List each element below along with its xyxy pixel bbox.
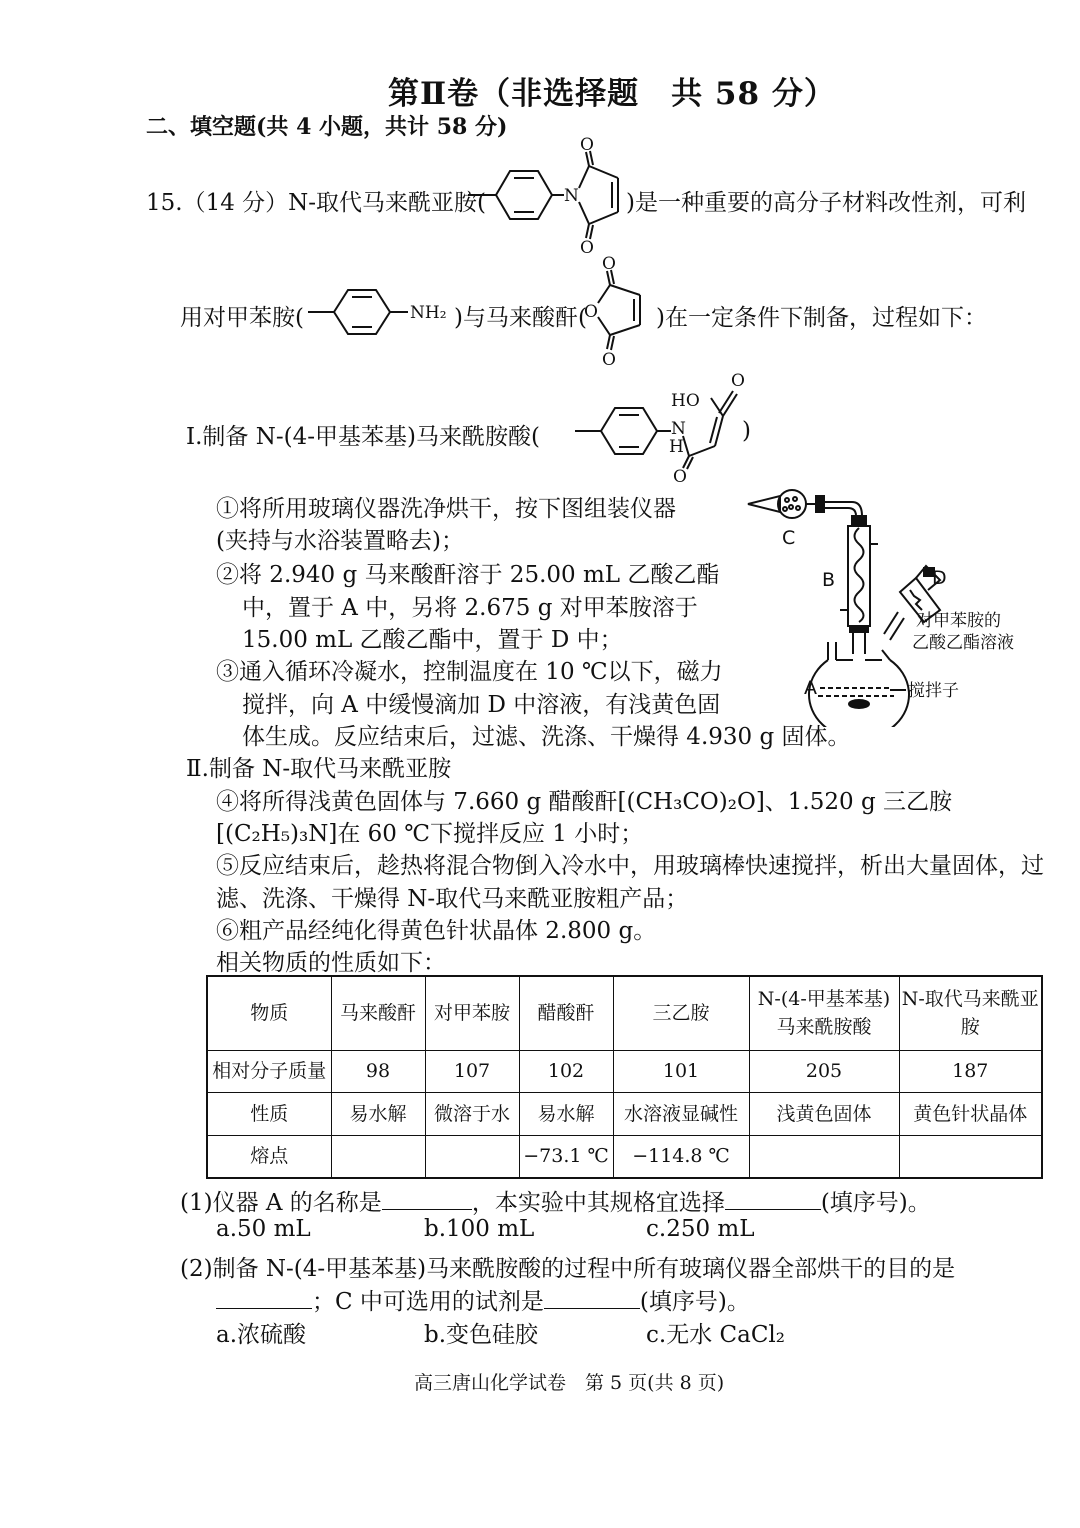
table-cell: 98 xyxy=(331,1050,425,1092)
q2-option-a: a.浓硫酸 xyxy=(216,1322,307,1348)
q1-option-a: a.50 mL xyxy=(216,1216,311,1242)
step5-line2: 滤、洗涤、干燥得 N-取代马来酰亚胺粗产品； xyxy=(216,886,689,912)
q1-text-b: ，本实验中其规格宜选择 xyxy=(471,1190,725,1216)
table-cell: 相对分子质量 xyxy=(207,1050,331,1092)
step1-line1: ①将所用玻璃仪器洗净烘干，按下图组装仪器 xyxy=(216,496,676,522)
label-c: C xyxy=(782,527,796,549)
table-cell: 102 xyxy=(519,1050,613,1092)
table-cell: 易水解 xyxy=(519,1092,613,1135)
question-1 xyxy=(180,1184,931,1217)
part1-close: ) xyxy=(742,418,751,444)
q15-intro-b: )是一种重要的高分子材料改性剂，可利 xyxy=(626,190,1026,216)
part2-title: Ⅱ.制备 N-取代马来酰亚胺 xyxy=(186,756,452,782)
step3-line2: 搅拌，向 A 中缓慢滴加 D 中溶液，有浅黄色固 xyxy=(242,692,721,718)
q2-blank-purpose[interactable] xyxy=(216,1286,312,1309)
step3-line3: 体生成。反应结束后，过滤、洗涤、干燥得 4.930 g 固体。 xyxy=(242,724,851,750)
table-header-cell: 物质 xyxy=(207,976,331,1050)
table-cell: 水溶液显碱性 xyxy=(613,1092,749,1135)
table-cell: −114.8 ℃ xyxy=(613,1135,749,1178)
note-d-1: 对甲苯胺的 xyxy=(916,611,1001,631)
table-header-cell: 马来酸酐 xyxy=(331,976,425,1050)
acid-n-label: N xyxy=(671,419,686,439)
maleimide-structure xyxy=(458,135,638,258)
question-2-cont xyxy=(216,1283,750,1316)
table-cell: −73.1 ℃ xyxy=(519,1135,613,1178)
q15-intro-a: 15.（14 分）N-取代马来酰亚胺( xyxy=(146,190,487,216)
note-d-2: 乙酸乙酯溶液 xyxy=(912,633,1014,653)
q2-text-a: (2)制备 N-(4-甲基苯基)马来酰胺酸的过程中所有玻璃仪器全部烘干的目的是 xyxy=(180,1256,956,1282)
step3-line1: ③通入循环冷凝水，控制温度在 10 ℃以下，磁力 xyxy=(216,659,723,685)
drying-tube-funnel xyxy=(748,496,780,512)
step2-line1: ②将 2.940 g 马来酸酐溶于 25.00 mL 乙酸乙酯 xyxy=(216,562,720,588)
anhydride-ring-o: O xyxy=(584,302,598,322)
q2-option-b: b.变色硅胶 xyxy=(424,1322,539,1348)
step4-line2: [(C₂H₅)₃N]在 60 ℃下搅拌反应 1 小时； xyxy=(216,821,644,847)
table-header-cell: 醋酸酐 xyxy=(519,976,613,1050)
table-cell: 浅黄色固体 xyxy=(749,1092,899,1135)
maleic-anhydride-structure xyxy=(582,254,662,370)
label-d: D xyxy=(932,567,947,589)
anhydride-o-bottom: O xyxy=(602,350,616,370)
table-cell xyxy=(331,1135,425,1178)
toluidine-structure xyxy=(300,285,460,345)
q1-text-a: (1)仪器 A 的名称是 xyxy=(180,1190,382,1216)
table-cell: 黄色针状晶体 xyxy=(899,1092,1042,1135)
table-cell: 107 xyxy=(425,1050,519,1092)
table-cell: 性质 xyxy=(207,1092,331,1135)
table-cell: 101 xyxy=(613,1050,749,1092)
q2-option-c: c.无水 CaCl₂ xyxy=(646,1322,785,1348)
maleamic-acid-structure xyxy=(565,370,745,485)
q15-intro2-a: 用对甲苯胺( xyxy=(180,305,304,331)
page-title: 第Ⅱ卷（非选择题 共 58 分） xyxy=(388,76,836,112)
step4-line1: ④将所得浅黄色固体与 7.660 g 醋酸酐[(CH₃CO)₂O]、1.520 g 三乙胺 xyxy=(216,789,952,815)
table-row xyxy=(207,1050,1042,1092)
step1-line2: (夹持与水浴装置略去)； xyxy=(216,528,464,554)
maleimide-o-bottom: O xyxy=(580,238,594,258)
label-b: B xyxy=(822,569,836,591)
acid-o-carbonyl: O xyxy=(731,371,745,391)
page-footer: 高三唐山化学试卷 第 5 页(共 8 页) xyxy=(414,1372,725,1394)
table-header-cell: N-取代马来酰亚胺 xyxy=(899,976,1042,1050)
step5-line1: ⑤反应结束后，趁热将混合物倒入冷水中，用玻璃棒快速搅拌，析出大量固体，过 xyxy=(216,853,1044,879)
toluidine-nh2-label: NH₂ xyxy=(410,303,447,323)
q1-option-c: c.250 mL xyxy=(646,1216,755,1242)
q1-blank-size[interactable] xyxy=(725,1187,821,1210)
q1-option-b: b.100 mL xyxy=(424,1216,535,1242)
table-header-row xyxy=(207,976,1042,1050)
properties-table xyxy=(206,975,1043,1179)
step2-line2: 中，置于 A 中，另将 2.675 g 对甲苯胺溶于 xyxy=(242,595,698,621)
q2-blank-reagent[interactable] xyxy=(544,1286,640,1309)
table-header-cell: N-(4-甲基苯基)马来酰胺酸 xyxy=(749,976,899,1050)
acid-o-amide: O xyxy=(673,467,687,487)
table-row xyxy=(207,1092,1042,1135)
table-cell: 205 xyxy=(749,1050,899,1092)
q2-text-b: ；C 中可选用的试剂是 xyxy=(312,1289,544,1315)
q1-text-c: (填序号)。 xyxy=(820,1190,931,1216)
maleimide-o-top: O xyxy=(580,135,594,155)
table-cell xyxy=(899,1135,1042,1178)
table-cell: 易水解 xyxy=(331,1092,425,1135)
q15-intro2-c: )在一定条件下制备，过程如下： xyxy=(656,305,987,331)
q2-text-c: (填序号)。 xyxy=(639,1289,750,1315)
table-cell: 微溶于水 xyxy=(425,1092,519,1135)
step6-line1: ⑥粗产品经纯化得黄色针状晶体 2.800 g。 xyxy=(216,918,657,944)
note-a: 搅拌子 xyxy=(908,681,959,701)
maleimide-n-label: N xyxy=(564,186,579,206)
q1-blank-name[interactable] xyxy=(382,1187,472,1210)
table-cell xyxy=(425,1135,519,1178)
section-heading: 二、填空题(共 4 小题，共计 58 分) xyxy=(146,114,508,140)
table-cell xyxy=(749,1135,899,1178)
part1-title: Ⅰ.制备 N-(4-甲基苯基)马来酰胺酸( xyxy=(186,424,540,450)
anhydride-o-top: O xyxy=(602,254,616,274)
table-header-cell: 三乙胺 xyxy=(613,976,749,1050)
step2-line3: 15.00 mL 乙酸乙酯中，置于 D 中； xyxy=(242,627,623,653)
properties-intro: 相关物质的性质如下： xyxy=(216,950,446,976)
table-cell: 187 xyxy=(899,1050,1042,1092)
table-header-cell: 对甲苯胺 xyxy=(425,976,519,1050)
q15-intro2-b: )与马来酸酐( xyxy=(454,305,587,331)
acid-ho-label: HO xyxy=(671,391,700,411)
table-row xyxy=(207,1135,1042,1178)
acid-h-label: H xyxy=(669,437,684,457)
table-cell: 熔点 xyxy=(207,1135,331,1178)
label-a: A xyxy=(804,677,817,699)
apparatus-diagram xyxy=(740,482,1040,727)
